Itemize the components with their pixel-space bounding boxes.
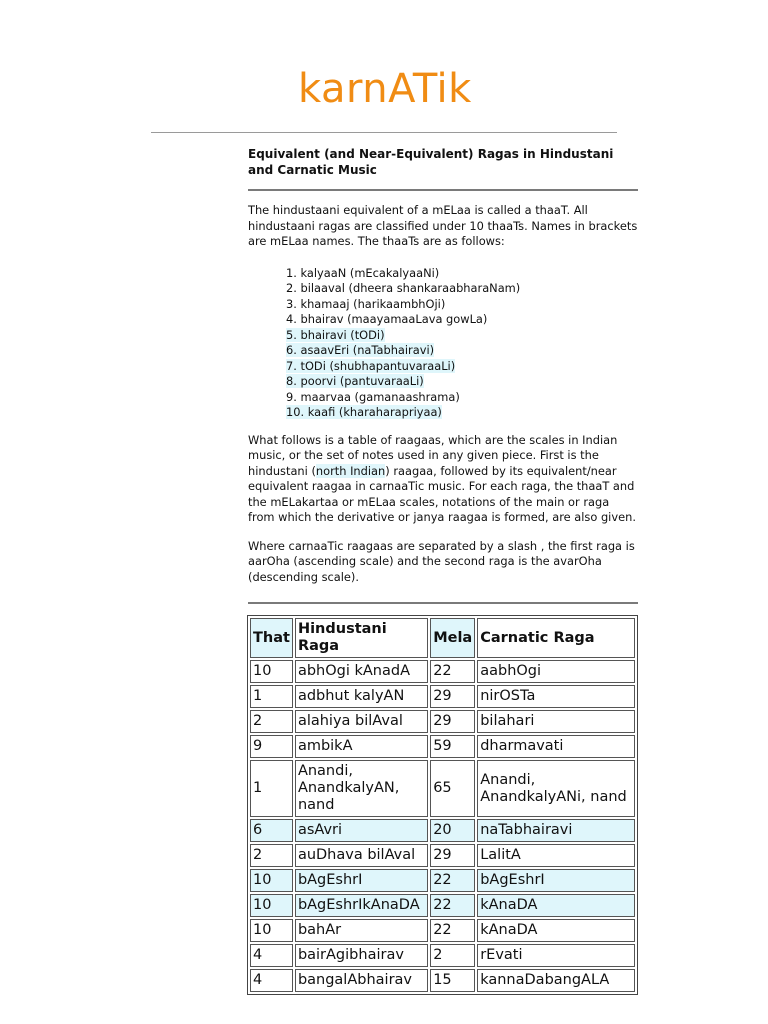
table-row <box>250 894 635 917</box>
cell-carnatic: LalitA <box>477 844 635 867</box>
cell-hindustani: asAvri <box>295 819 428 842</box>
intro-paragraph: The hindustaani equivalent of a mELaa is called a thaaT. All hindustaani ragas are classified under 10 thaaTs. Names in brackets are mELaa names. The thaaTs are as follows: <box>248 203 638 248</box>
site-title: karnATik <box>298 66 472 112</box>
thaat-list <box>286 266 638 421</box>
thaat-label: 1. kalyaaN (mEcakalyaaNi) <box>286 265 440 280</box>
cell-that: 1 <box>250 685 293 708</box>
north-indian-term: north Indian <box>315 463 386 478</box>
cell-hindustani: ambikA <box>295 735 428 758</box>
cell-that: 10 <box>250 919 293 942</box>
cell-hindustani: bAgEshrI <box>295 869 428 892</box>
cell-carnatic: kAnaDA <box>477 894 635 917</box>
cell-mela: 29 <box>430 710 475 733</box>
cell-hindustani: alahiya bilAval <box>295 710 428 733</box>
thaat-label: 9. maarvaa (gamanaashrama) <box>286 389 460 404</box>
column-header: Hindustani Raga <box>295 618 428 658</box>
cell-that: 4 <box>250 944 293 967</box>
cell-carnatic: kannaDabangALA <box>477 969 635 992</box>
cell-that: 10 <box>250 869 293 892</box>
cell-mela: 22 <box>430 894 475 917</box>
thaat-label: 3. khamaaj (harikaambhOji) <box>286 296 446 311</box>
cell-that: 4 <box>250 969 293 992</box>
column-header: That <box>250 618 293 658</box>
thaat-label: 4. bhairav (maayamaaLava gowLa) <box>286 312 488 326</box>
cell-that: 10 <box>250 660 293 683</box>
thaat-label: 10. kaafi (kharaharapriyaa) <box>286 405 442 419</box>
para2-text-before: What follows is a table of raagaas, which are the scales in Indian music, or the set of notes used in any given piece. First is the hindustani ( <box>248 432 618 478</box>
thaat-label: 6. asaavEri (naTabhairavi) <box>286 343 435 357</box>
thaat-list-item <box>286 266 638 282</box>
table-row <box>250 944 635 967</box>
table-row <box>250 969 635 992</box>
cell-hindustani: bangalAbhairav <box>295 969 428 992</box>
cell-carnatic: rEvati <box>477 944 635 967</box>
thaat-list-item <box>286 281 638 297</box>
cell-mela: 22 <box>430 660 475 683</box>
table-row <box>250 760 635 817</box>
table-header-row <box>250 618 635 658</box>
cell-carnatic: Anandi, AnandkalyANi, nand <box>477 760 635 817</box>
column-header: Mela <box>430 618 475 658</box>
table-row <box>250 844 635 867</box>
cell-hindustani: bairAgibhairav <box>295 944 428 967</box>
thaat-label: 7. tODi (shubhapantuvaraaLi) <box>286 358 456 373</box>
article <box>248 146 638 995</box>
thaat-list-item <box>286 312 638 328</box>
cell-that: 10 <box>250 894 293 917</box>
cell-mela: 29 <box>430 844 475 867</box>
cell-hindustani: adbhut kalyAN <box>295 685 428 708</box>
article-subtitle: Equivalent (and Near-Equivalent) Ragas in Hindustani and Carnatic Music <box>248 147 614 177</box>
thaat-list-item <box>286 343 638 359</box>
cell-carnatic: kAnaDA <box>477 919 635 942</box>
table-row <box>250 660 635 683</box>
cell-mela: 2 <box>430 944 475 967</box>
cell-hindustani: Anandi, AnandkalyAN, nand <box>295 760 428 817</box>
thaat-label: 8. poorvi (pantuvaraaLi) <box>286 374 424 388</box>
table-row <box>250 710 635 733</box>
cell-carnatic: aabhOgi <box>477 660 635 683</box>
thaat-list-item <box>286 328 638 344</box>
slash-note-paragraph: Where carnaaTic raagaas are separated by a slash , the first raga is aarOha (ascending scale) and the second raga is the avarOha (descending scale). <box>248 538 635 584</box>
thaat-list-item <box>286 359 638 375</box>
header-divider <box>151 132 617 133</box>
subtitle-divider <box>248 189 638 191</box>
para2-text-after: ) raagaa, followed by its equivalent/near equivalent raagaa in carnaaTic music. For each raga, the thaaT and the mELakartaa or mELaa scales, notations of the main or raga from which the derivative or janya raagaa is formed, are also given. <box>248 463 636 524</box>
cell-that: 2 <box>250 710 293 733</box>
table-row <box>250 685 635 708</box>
cell-carnatic: bilahari <box>477 710 635 733</box>
cell-mela: 22 <box>430 869 475 892</box>
cell-carnatic: nirOSTa <box>477 685 635 708</box>
cell-mela: 29 <box>430 685 475 708</box>
cell-hindustani: bAgEshrIkAnaDA <box>295 894 428 917</box>
thaat-list-item <box>286 405 638 421</box>
table-row <box>250 869 635 892</box>
cell-mela: 20 <box>430 819 475 842</box>
cell-that: 9 <box>250 735 293 758</box>
cell-mela: 22 <box>430 919 475 942</box>
cell-carnatic: dharmavati <box>477 735 635 758</box>
thaat-list-item <box>286 374 638 390</box>
cell-hindustani: auDhava bilAval <box>295 844 428 867</box>
cell-mela: 59 <box>430 735 475 758</box>
thaat-list-item <box>286 297 638 313</box>
table-divider <box>248 602 638 604</box>
cell-mela: 65 <box>430 760 475 817</box>
thaat-label: 5. bhairavi (tODi) <box>286 327 385 342</box>
cell-that: 6 <box>250 819 293 842</box>
cell-mela: 15 <box>430 969 475 992</box>
table-description-paragraph <box>248 433 638 526</box>
thaat-list-item <box>286 390 638 406</box>
cell-that: 2 <box>250 844 293 867</box>
table-row <box>250 735 635 758</box>
table-row <box>250 819 635 842</box>
cell-carnatic: bAgEshrI <box>477 869 635 892</box>
cell-that: 1 <box>250 760 293 817</box>
table-row <box>250 919 635 942</box>
cell-hindustani: bahAr <box>295 919 428 942</box>
thaat-label: 2. bilaaval (dheera shankaraabharaNam) <box>286 281 521 295</box>
column-header: Carnatic Raga <box>477 618 635 658</box>
cell-carnatic: naTabhairavi <box>477 819 635 842</box>
cell-hindustani: abhOgi kAnadA <box>295 660 428 683</box>
raga-table <box>247 615 638 995</box>
